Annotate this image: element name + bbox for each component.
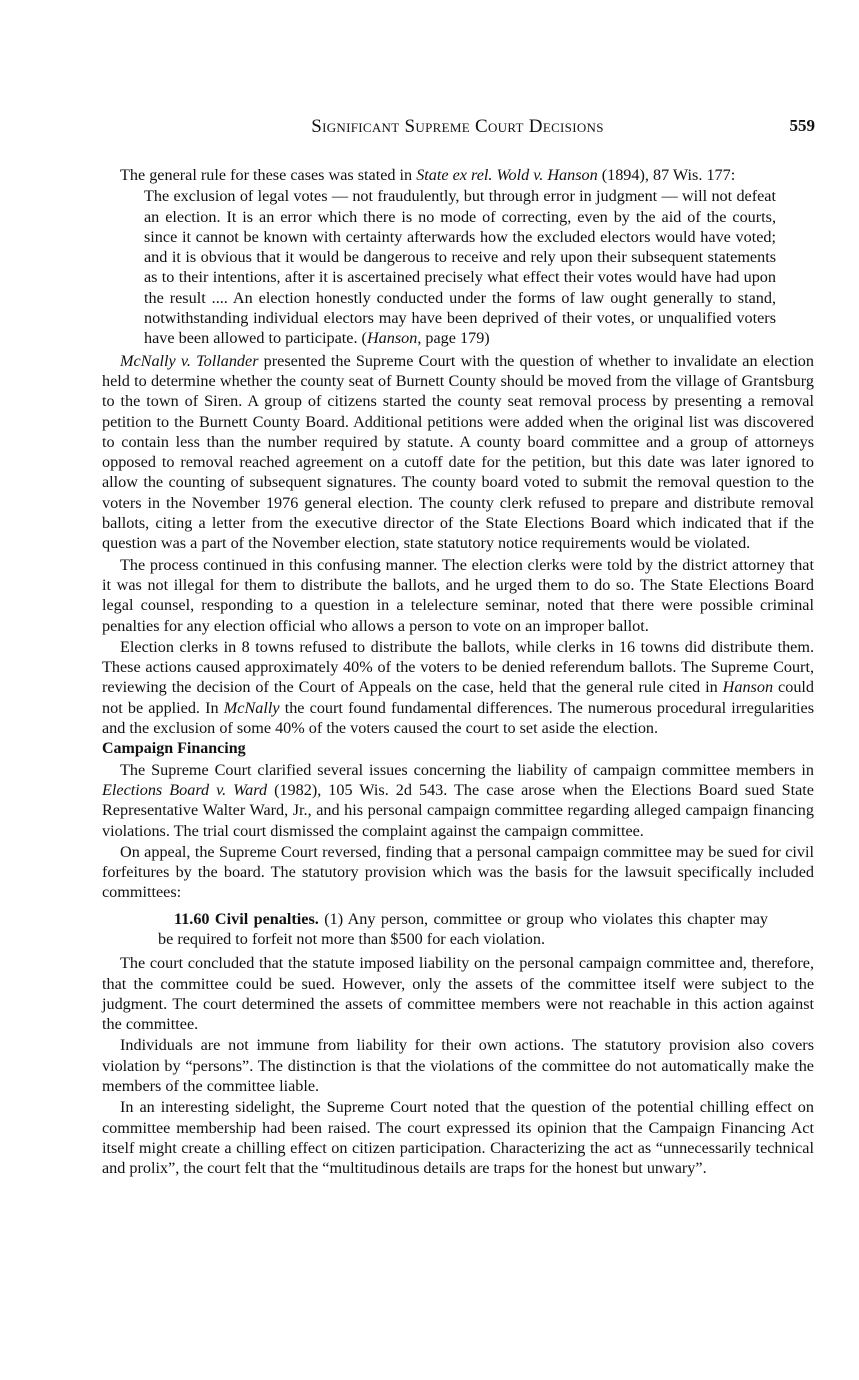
case-citation: State ex rel. Wold v. Hanson [416, 166, 598, 184]
paragraph-text: presented the Supreme Court with the question of whether to invalidate an election held to determine whether the county seat of Burnett County should be moved from the village of Grantsburg to the town of Siren. A group of citizens started the county seat removal process by presenting a removal petition to the Burnett County Board. Additional petitions were added when the original list was discovered to contain less than the number required by statute. A county board committee and a group of attorneys opposed to removal reached agreement on a cutoff date for the petition, but this date was later ignored to allow the counting of subsequent signatures. The county board voted to submit the removal question to the voters in the November 1976 general election. The county clerk refused to prepare and distribute removal ballots, citing a letter from the executive director of the State Elections Board which indicated that if the question was a part of the November election, state statutory notice requirements would be violated. [102, 351, 814, 553]
page-number: 559 [789, 116, 815, 135]
intro-lead: The general rule for these cases was stated in [120, 166, 417, 184]
paragraph-text: could not be applied. In [102, 678, 815, 717]
paragraph-intro [102, 165, 814, 185]
paragraph-process: The process continued in this confusing manner. The election clerks were told by the district attorney that it was not illegal for them to distribute the ballots, and he urged them to do so. The State Elections Board legal counsel, responding to a question in a telelecture seminar, noted that there were possible criminal penalties for any election official who allows a person to vote on an improper ballot. [102, 555, 814, 635]
paragraph-text: (1982), 105 Wis. 2d 543. The case arose when the Elections Board sued State Representative Walter Ward, Jr., and his personal campaign committee regarding alleged campaign financing violations. The trial court dismissed the complaint against the campaign committee. [102, 780, 814, 840]
statute-quote [158, 909, 768, 950]
case-citation: Hanson [722, 678, 774, 697]
statute-number: 11.60 Civil penalties. [174, 909, 319, 928]
statute-text: (1) Any person, committee or group who violates this chapter may be required to forfeit not more than $500 for each violation. [158, 909, 768, 948]
paragraph-appeal: On appeal, the Supreme Court reversed, finding that a personal campaign committee may be sued for civil forfeitures by the board. The statutory provision which was the basis for the lawsuit specifically included committees: [102, 842, 814, 902]
case-citation: McNally v. Tollander [120, 351, 259, 370]
paragraph-sidelight: In an interesting sidelight, the Supreme Court noted that the question of the potential chilling effect on committee membership had been raised. The court expressed its opinion that the Campaign Financing Act itself might create a chilling effect on citizen participation. Characterizing the act as “unnecessarily technical and prolix”, the court felt that the “multitudinous details are traps for the honest but unwary”. [102, 1098, 814, 1178]
page-header [100, 116, 815, 140]
page-body [102, 165, 814, 1180]
case-citation: Elections Board v. Ward [102, 780, 268, 799]
paragraph-ward [102, 760, 814, 841]
block-quote [144, 186, 776, 348]
quote-cite-tail: , page 179) [417, 329, 490, 348]
paragraph-mcnally [102, 351, 814, 554]
paragraph-text: the court found fundamental differences. The numerous procedural irregularities and the exclusion of some 40% of the voters caused the court to set aside the election. [102, 698, 814, 738]
section-heading: Campaign Financing [102, 740, 246, 758]
case-citation: McNally [223, 698, 280, 717]
quote-body [144, 186, 776, 348]
paragraph-text: Election clerks in 8 towns refused to distribute the ballots, while clerks in 16 towns did distribute them. These actions caused approximately 40% of the voters to be denied referendum ballots. The Supreme Court, reviewing the decision of the Court of Appeals on the case, held that the general rule cited in [102, 637, 814, 697]
paragraph-conclusion: The court concluded that the statute imposed liability on the personal campaign committee and, therefore, that the committee could be sued. However, only the assets of the committee itself were subject to the judgment. The court determined the assets of committee members were not reachable in this action against the committee. [102, 954, 814, 1034]
quote-text: The exclusion of legal votes — not fraudulently, but through error in judgment — will not defeat an election. It is an error which there is no mode of correcting, even by the aid of the courts, since it cannot be known with certainty afterwards how the excluded electors would have voted; and it is obvious that it would be dangerous to receive and rely upon their subsequent statements as to their intentions, after it is ascertained precisely what effect their votes would have had upon the result .... An election honestly conducted under the forms of law ought generally to stand, notwithstanding individual electors may have been deprived of their votes, or unqualified voters have been allowed to participate. ( [144, 187, 776, 348]
intro-tail: (1894), 87 Wis. 177: [597, 166, 736, 184]
paragraph-clerks [102, 637, 814, 738]
quote-cite-case: Hanson [366, 329, 418, 348]
running-title: Significant Supreme Court Decisions [311, 116, 604, 137]
paragraph-text: The Supreme Court clarified several issues concerning the liability of campaign committee members in [120, 760, 814, 779]
paragraph-individuals: Individuals are not immune from liability for their own actions. The statutory provision also covers violation by “persons”. The distinction is that the violations of the committee do not automatically make the members of the committee liable. [102, 1036, 814, 1096]
